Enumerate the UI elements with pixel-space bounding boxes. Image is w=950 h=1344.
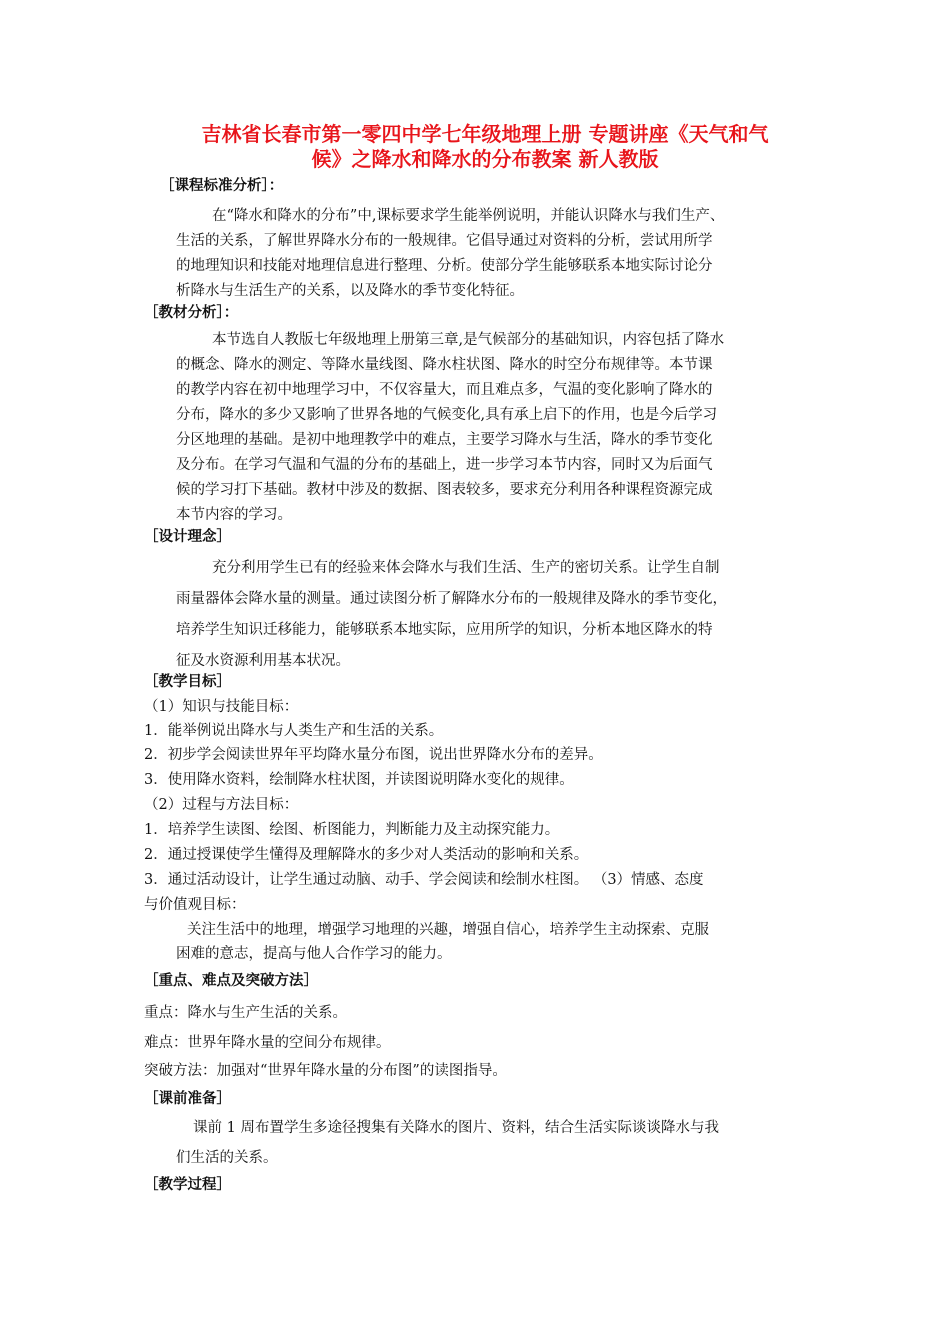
title-line-1: 吉林省长春市第一零四中学七年级地理上册 专题讲座《天气和气 [201, 122, 769, 146]
goals-line: （2）过程与方法目标： [144, 797, 299, 813]
paragraph-line: 雨量器体会降水量的测量。通过读图分析了解降水分布的一般规律及降水的季节变化， [176, 591, 727, 607]
goals-line: 关注生活中的地理，增强学习地理的兴趣，增强自信心，培养学生主动探索、克服 [187, 922, 709, 938]
keypoint-line: 难点：世界年降水量的空间分布规律。 [144, 1035, 391, 1051]
goals-line: 困难的意志，提高与他人合作学习的能力。 [176, 946, 452, 962]
textbook-heading: ［教材分析］： [144, 304, 239, 321]
keypoints-heading: ［重点、难点及突破方法］ [144, 972, 318, 989]
curriculum-paragraph [176, 204, 724, 304]
process-heading: ［教学过程］ [144, 1176, 231, 1193]
paragraph-line: 候的学习打下基础。教材中涉及的数据、图表较多，要求充分利用各种课程资源完成 [176, 482, 713, 498]
goals-line: 与价值观目标： [144, 897, 246, 913]
prep-line: 们生活的关系。 [176, 1150, 278, 1166]
paragraph-line: 的地理知识和技能对地理信息进行整理、分析。使部分学生能够联系本地实际讨论分 [176, 258, 713, 274]
goals-line: 1．能举例说出降水与人类生产和生活的关系。 [144, 723, 444, 739]
keypoint-line: 重点：降水与生产生活的关系。 [144, 1005, 347, 1021]
goals-line: 3．使用降水资料，绘制降水柱状图，并读图说明降水变化的规律。 [144, 772, 574, 788]
textbook-paragraph [176, 328, 724, 528]
paragraph-line: 本节选自人教版七年级地理上册第三章,是气候部分的基础知识，内容包括了降水 [212, 332, 725, 348]
keypoint-line: 突破方法：加强对“世界年降水量的分布图”的读图指导。 [144, 1063, 507, 1079]
prep-heading: ［课前准备］ [144, 1090, 231, 1107]
title-line-2: 候》之降水和降水的分布教案 新人教版 [311, 147, 659, 171]
design-heading: ［设计理念］ [144, 528, 231, 545]
paragraph-line: 本节内容的学习。 [176, 507, 292, 523]
goals-heading: ［教学目标］ [144, 673, 231, 690]
paragraph-line: 分区地理的基础。是初中地理教学中的难点，主要学习降水与生活，降水的季节变化 [176, 432, 713, 448]
paragraph-line: 生活的关系，了解世界降水分布的一般规律。它倡导通过对资料的分析，尝试用所学 [176, 233, 713, 249]
paragraph-line: 的概念、降水的测定、等降水量线图、降水柱状图、降水的时空分布规律等。本节课 [176, 357, 713, 373]
prep-line: 课前 1 周布置学生多途径搜集有关降水的图片、资料，结合生活实际谈谈降水与我 [193, 1120, 719, 1136]
goals-line: 1．培养学生读图、绘图、析图能力，判断能力及主动探究能力。 [144, 822, 560, 838]
paragraph-line: 析降水与生活生产的关系，以及降水的季节变化特征。 [176, 283, 524, 299]
goals-line: 2．通过授课使学生懂得及理解降水的多少对人类活动的影响和关系。 [144, 847, 589, 863]
goals-line: 3．通过活动设计，让学生通过动脑、动手、学会阅读和绘制水柱图。 （3）情感、态度 [144, 872, 704, 888]
paragraph-line: 及分布。在学习气温和气温的分布的基础上，进一步学习本节内容，同时又为后面气 [176, 457, 713, 473]
paragraph-line: 征及水资源利用基本状况。 [176, 653, 350, 669]
paragraph-line: 在“降水和降水的分布”中,课标要求学生能举例说明，并能认识降水与我们生产、 [212, 208, 725, 224]
paragraph-line: 充分利用学生已有的经验来体会降水与我们生活、生产的密切关系。让学生自制 [212, 560, 720, 576]
design-paragraph [176, 553, 727, 677]
paragraph-line: 的教学内容在初中地理学习中，不仅容量大，而且难点多，气温的变化影响了降水的 [176, 382, 713, 398]
goals-line: 2．初步学会阅读世界年平均降水量分布图，说出世界降水分布的差异。 [144, 747, 603, 763]
document-title [140, 122, 830, 172]
curriculum-heading: ［课程标准分析］： [160, 177, 284, 194]
goals-line: （1）知识与技能目标： [144, 699, 299, 715]
paragraph-line: 分布，降水的多少又影响了世界各地的气候变化,具有承上启下的作用，也是今后学习 [176, 407, 718, 423]
paragraph-line: 培养学生知识迁移能力，能够联系本地实际，应用所学的知识，分析本地区降水的特 [176, 622, 713, 638]
